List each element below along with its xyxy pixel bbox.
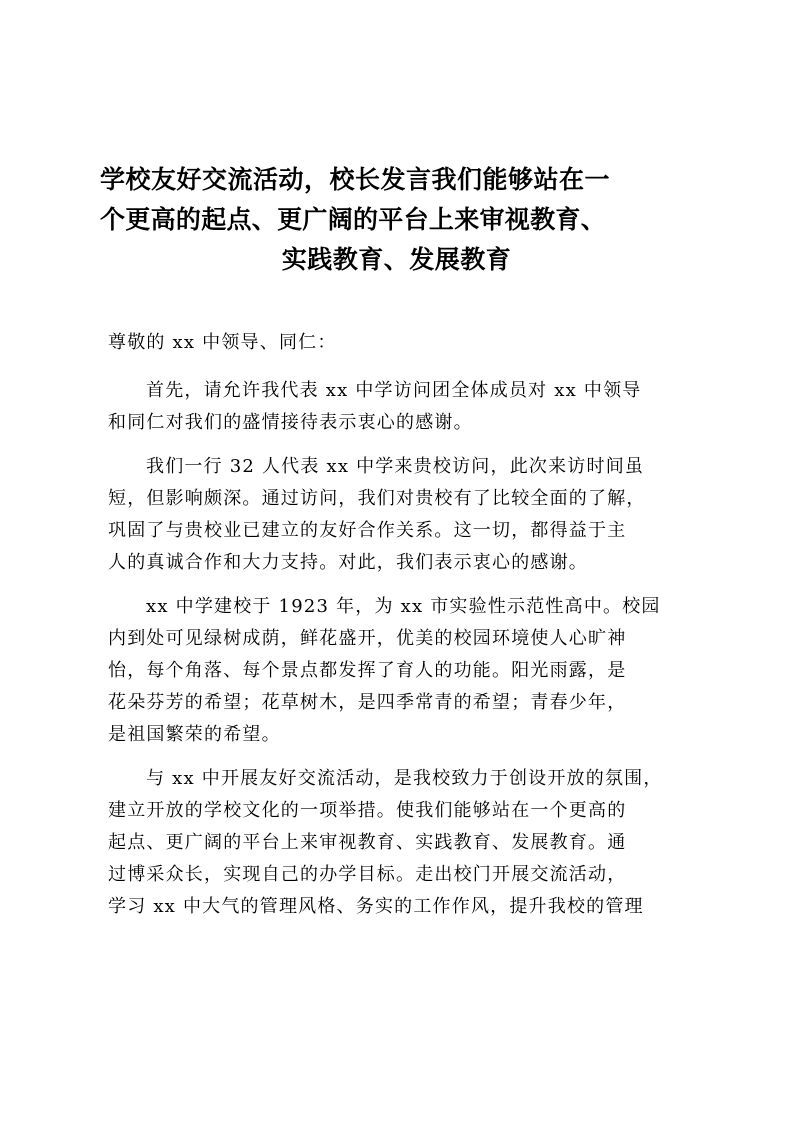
- paragraph-line: 人的真诚合作和大力支持。对此，我们表示衷心的感谢。: [108, 552, 588, 573]
- document-title: [100, 160, 693, 280]
- paragraph-line: 建立开放的学校文化的一项举措。使我们能够站在一个更高的: [108, 800, 627, 821]
- paragraph: [108, 451, 688, 579]
- paragraph-line: 怡，每个角落、每个景点都发挥了育人的功能。阳光雨露，是: [108, 660, 627, 681]
- paragraph-line: 过博采众长，实现自己的办学目标。走出校门开展交流活动，: [108, 864, 627, 885]
- paragraph-line: 学习 xx 中大气的管理风格、务实的工作作风，提升我校的管理: [108, 896, 644, 917]
- paragraph: [108, 591, 688, 751]
- paragraph: [108, 375, 688, 439]
- title-line: 学校友好交流活动，校长发言我们能够站在一: [100, 165, 611, 194]
- paragraph-line: 起点、更广阔的平台上来审视教育、实践教育、发展教育。通: [108, 832, 627, 853]
- paragraph-line: 和同仁对我们的盛情接待表示衷心的感谢。: [108, 412, 473, 433]
- salutation: 尊敬的 xx 中领导、同仁：: [108, 332, 337, 353]
- paragraph-line: 是祖国繁荣的希望。: [108, 724, 281, 745]
- paragraph-line: 巩固了与贵校业已建立的友好合作关系。这一切，都得益于主: [108, 520, 627, 541]
- title-line: 实践教育、发展教育: [281, 245, 512, 274]
- paragraph-line: 与 xx 中开展友好交流活动，是我校致力于创设开放的氛围，: [146, 768, 663, 789]
- paragraph-line: 我们一行 32 人代表 xx 中学来贵校访问，此次来访时间虽: [146, 456, 645, 477]
- document-body: [108, 327, 688, 923]
- paragraph-line: 首先，请允许我代表 xx 中学访问团全体成员对 xx 中领导: [146, 380, 642, 401]
- paragraph-line: 内到处可见绿树成荫，鲜花盛开，优美的校园环境使人心旷神: [108, 628, 627, 649]
- title-line: 个更高的起点、更广阔的平台上来审视教育、: [100, 205, 607, 234]
- paragraph: [108, 763, 688, 923]
- paragraph-line: xx 中学建校于 1923 年，为 xx 市实验性示范性高中。校园: [146, 596, 661, 617]
- paragraph-line: 花朵芬芳的希望；花草树木，是四季常青的希望；青春少年，: [108, 692, 627, 713]
- paragraph-line: 短，但影响颇深。通过访问，我们对贵校有了比较全面的了解，: [108, 488, 646, 509]
